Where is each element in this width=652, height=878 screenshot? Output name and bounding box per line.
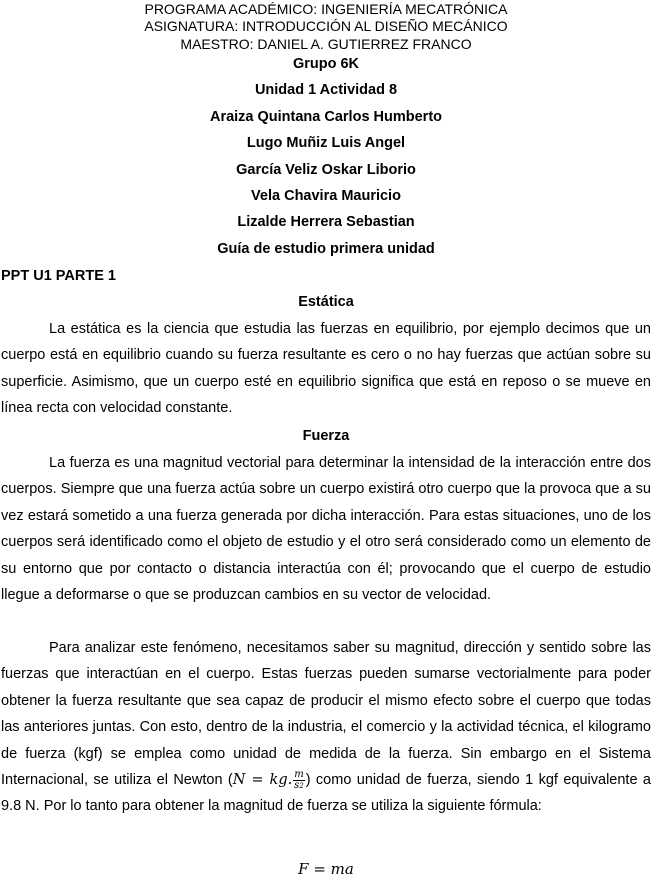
- paragraph-fuerza-2: Para analizar este fenómeno, necesitamos saber su magnitud, dirección y sentido sobre las fuerzas que interactúan en el cuerpo. Estas fuerzas pueden sumarse vectorialmente para poder obtener la fuerza resultante que sea capaz de producir el mismo efecto sobre el cuerpo que todas las anteriores juntas. Con esto, dentro de la industria, el comercio y la actividad técnica, el kilogramo de fuerza (kgf) se emplea como unidad de medida de la fuerza. Sin embargo en el Sistema Internacional, se utiliza el Newton (N = kg. $\frac{m}{s^2}$ ) como unidad de fuerza, siendo 1 kgf equivalente a 9.8 N. Por lo tanto para obtener la magnitud de fuerza se utiliza la siguiente fórmula:: [1, 640, 651, 815]
- author-name: Lizalde Herrera Sebastian: [237, 214, 415, 230]
- author-name: García Veliz Oskar Liborio: [236, 162, 416, 178]
- force-formula: F = ma: [298, 860, 354, 878]
- heading-estatica: Estática: [298, 294, 354, 310]
- paragraph-estatica: La estática es la ciencia que estudia las fuerzas en equilibrio, por ejemplo decimos que un cuerpo está en equilibrio cuando su fuerza resultante es cero o no hay fuerzas que actúan sobre su superficie. Asimismo, que un cuerpo esté en equilibrio significa que está en reposo o se mueve en línea recta con velocidad constante.: [1, 321, 651, 417]
- group-title: Grupo 6K: [292, 56, 360, 72]
- newton-equation: N = kg.: [232, 772, 293, 789]
- author-name: Vela Chavira Mauricio: [251, 188, 401, 204]
- section-label: PPT U1 PARTE 1: [1, 268, 116, 284]
- header-teacher: MAESTRO: DANIEL A. GUTIERREZ FRANCO: [180, 36, 472, 52]
- author-name: Araiza Quintana Carlos Humberto: [209, 109, 443, 125]
- paragraph-fuerza-1: La fuerza es una magnitud vectorial para determinar la intensidad de la interacción entre dos cuerpos. Siempre que una fuerza actúa sobre un cuerpo existirá otro cuerpo que la provoca que a su vez estará sometido a una fuerza generada por dicha interacción. Para estas situaciones, uno de los cuerpos será identificado como el objeto de estudio y el otro será considerado como un elemento de su entorno que por contacto o distancia interactúa con él; provocando que el cuerpo de estudio llegue a deformarse o que se produzcan cambios en su vector de velocidad.: [1, 455, 651, 604]
- header-subject: ASIGNATURA: INTRODUCCIÓN AL DISEÑO MECÁNICO: [144, 18, 508, 34]
- guide-title: Guía de estudio primera unidad: [217, 241, 435, 257]
- header-program: PROGRAMA ACADÉMICO: INGENIERÍA MECATRÓNICA: [144, 1, 508, 17]
- author-name: Lugo Muñiz Luis Angel: [246, 135, 406, 151]
- heading-fuerza: Fuerza: [302, 428, 350, 444]
- newton-fraction: $\frac{m}{s^2}$: [294, 768, 304, 791]
- activity-title: Unidad 1 Actividad 8: [254, 82, 398, 98]
